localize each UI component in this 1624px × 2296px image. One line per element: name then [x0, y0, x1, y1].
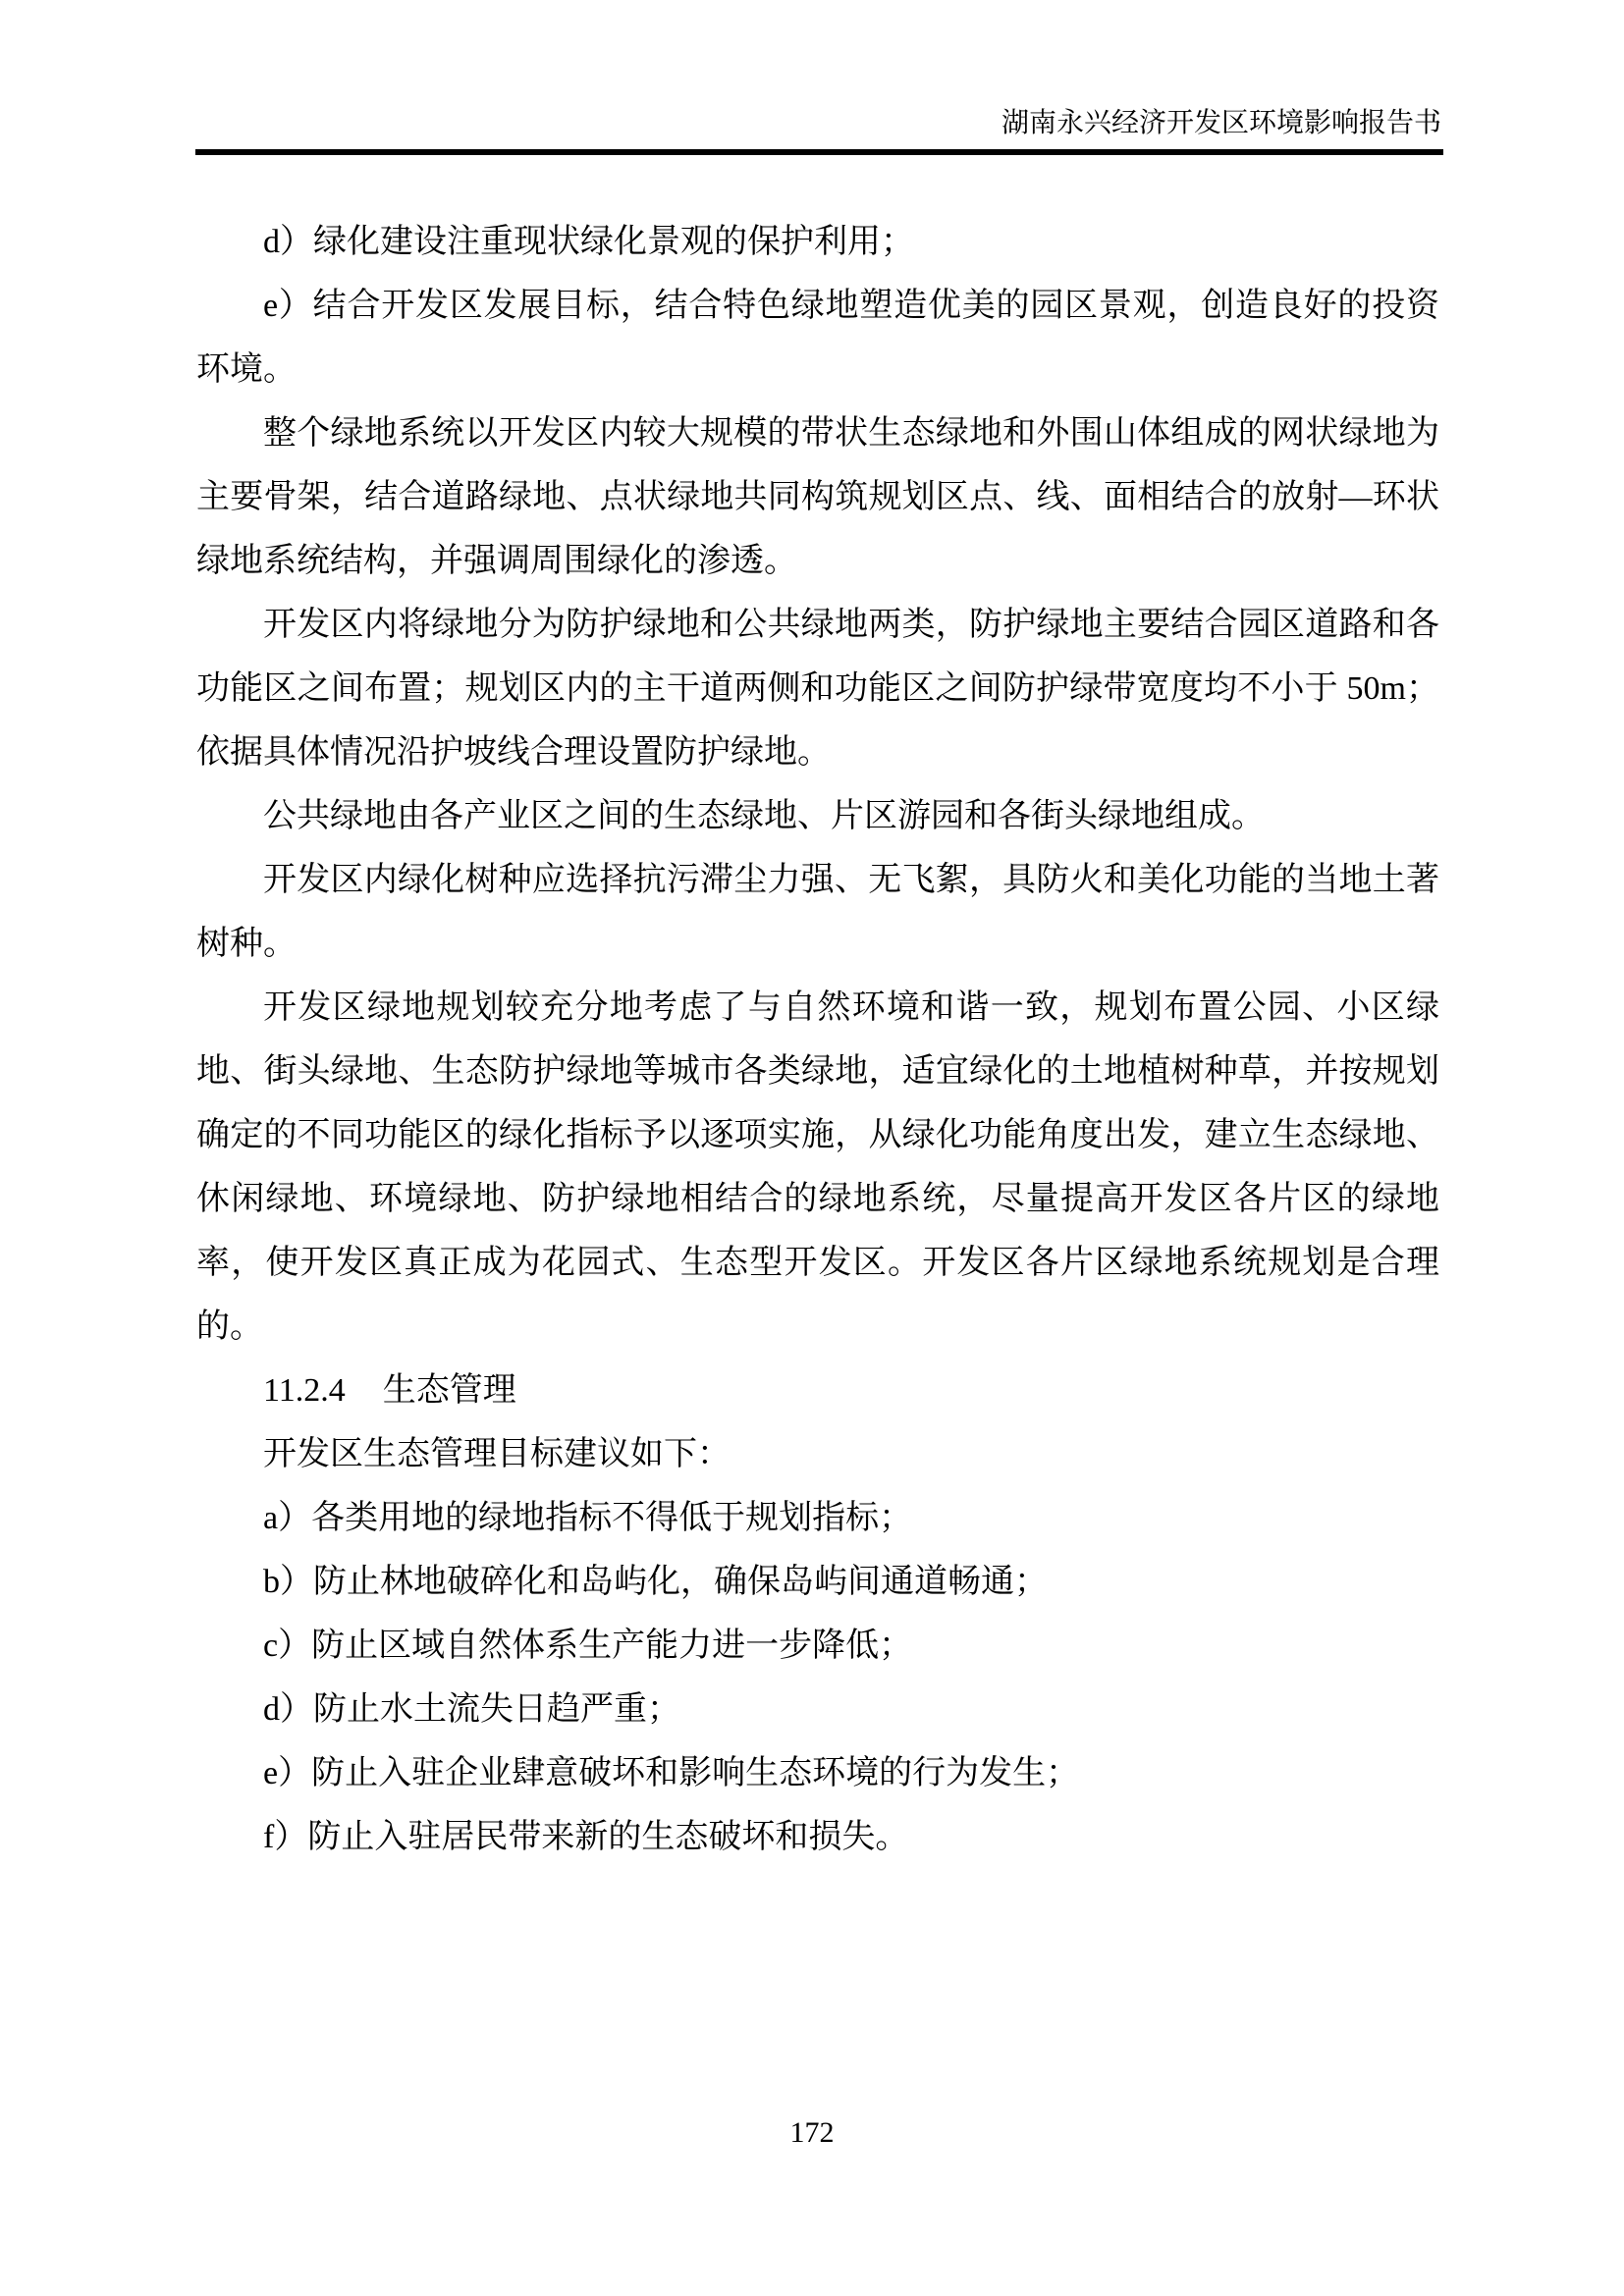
list-item: d）防止水土流失日趋严重；: [263, 1691, 680, 1728]
paragraph: 公共绿地由各产业区之间的生态绿地、片区游园和各街头绿地组成。: [263, 798, 1265, 834]
paragraph: 开发区内绿化树种应选择抗污滞尘力强、无飞絮，具防火和美化功能的当地土著树种。: [196, 862, 1439, 962]
paragraph: 整个绿地系统以开发区内较大规模的带状生态绿地和外围山体组成的网状绿地为主要骨架，结合道路绿地、点状绿地共同构筑规划区点、线、面相结合的放射—环状绿地系统结构，并强调周围绿化的渗透。: [196, 415, 1439, 579]
list-item: e）防止入驻企业肆意破坏和影响生态环境的行为发生；: [263, 1755, 1080, 1791]
document-body: [196, 210, 1439, 1869]
page-number: 172: [789, 2116, 835, 2149]
section-heading: [196, 1359, 1439, 1422]
paragraph: 开发区内将绿地分为防护绿地和公共绿地两类，防护绿地主要结合园区道路和各功能区之间布置；规划区内的主干道两侧和功能区之间防护绿带宽度均不小于 50m；依据具体情况沿护坡线合理设置防护绿地。: [196, 607, 1439, 771]
list-item: d）绿化建设注重现状绿化景观的保护利用；: [263, 224, 914, 260]
header-rule: [195, 149, 1443, 155]
list-item: a）各类用地的绿地指标不得低于规划指标；: [263, 1500, 913, 1536]
page-footer: [0, 2115, 1624, 2151]
list-item: b）防止林地破碎化和岛屿化，确保岛屿间通道畅通；: [263, 1564, 1048, 1600]
section-number: 11.2.4: [263, 1372, 346, 1409]
report-title: 湖南永兴经济开发区环境影响报告书: [1001, 108, 1441, 138]
paragraph: 开发区绿地规划较充分地考虑了与自然环境和谐一致，规划布置公园、小区绿地、街头绿地、生态防护绿地等城市各类绿地，适宜绿化的土地植树种草，并按规划确定的不同功能区的绿化指标予以逐项实施，从绿化功能角度出发，建立生态绿地、休闲绿地、环境绿地、防护绿地相结合的绿地系统，尽量提高开发区各片区的绿地率，使开发区真正成为花园式、生态型开发区。开发区各片区绿地系统规划是合理的。: [196, 989, 1439, 1345]
list-item: f）防止入驻居民带来新的生态破坏和损失。: [263, 1819, 909, 1855]
paragraph: 开发区生态管理目标建议如下：: [263, 1436, 731, 1472]
page-header: [195, 0, 1443, 149]
section-title: 生态管理: [382, 1372, 516, 1409]
list-item: c）防止区域自然体系生产能力进一步降低；: [263, 1628, 913, 1664]
list-item: e）结合开发区发展目标，结合特色绿地塑造优美的园区景观，创造良好的投资环境。: [196, 288, 1439, 388]
